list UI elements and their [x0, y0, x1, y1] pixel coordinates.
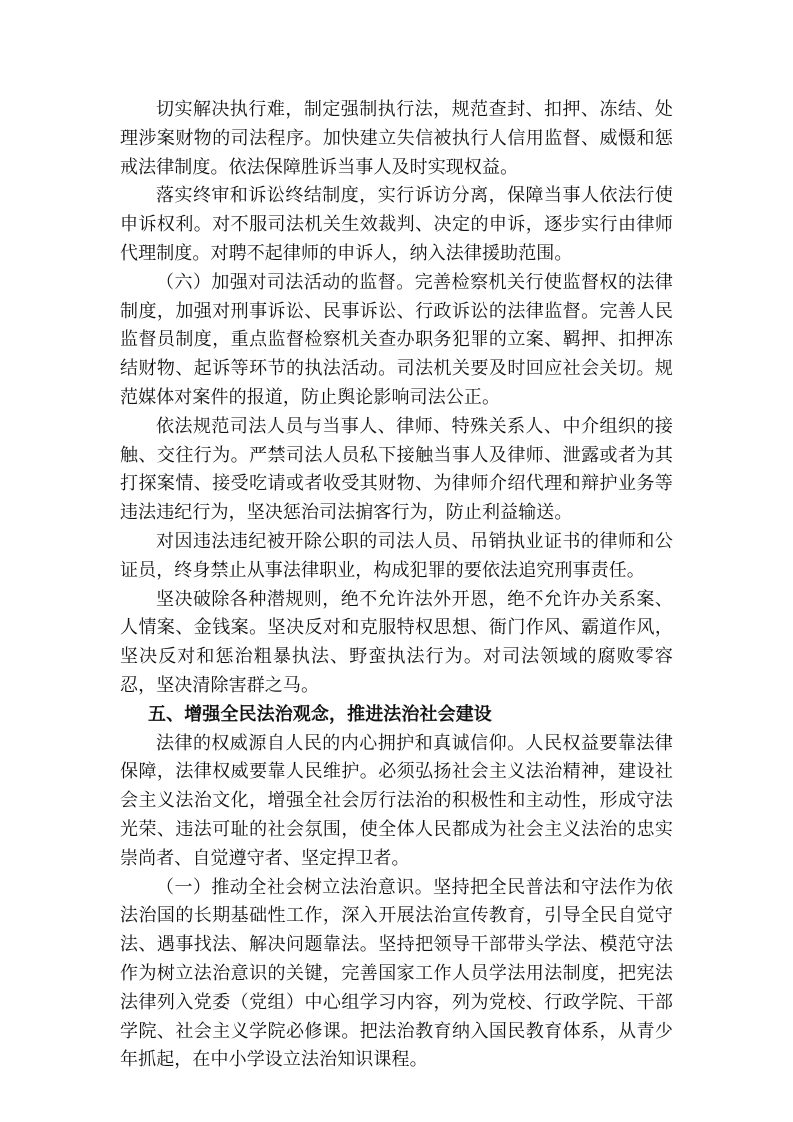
paragraph-judicial-supervision: （六）加强对司法活动的监督。完善检察机关行使监督权的法律制度，加强对刑事诉讼、民事诉讼、行政诉讼的法律监督。完善人民监督员制度，重点监督检察机关查办职务犯罪的立案、羁押、扣押冻结财物、起诉等环节的执法活动。司法机关要及时回应社会关切。规范媒体对案件的报道，防止舆论影响司法公正。 [120, 271, 673, 408]
paragraph-enforcement: 切实解决执行难，制定强制执行法，规范查封、扣押、冻结、处理涉案财物的司法程序。加快建立失信被执行人信用监督、威慑和惩戒法律制度。依法保障胜诉当事人及时实现权益。 [120, 99, 673, 178]
paragraph-rule-of-law-society: 法律的权威源自人民的内心拥护和真诚信仰。人民权益要靠法律保障，法律权威要靠人民维护。必须弘扬社会主义法治精神，建设社会主义法治文化，增强全社会厉行法治的积极性和主动性，形成守法光荣、违法可耻的社会氛围，使全体人民都成为社会主义法治的忠实崇尚者、自觉遵守者、坚定捍卫者。 [120, 732, 673, 869]
paragraph-judicial-conduct: 依法规范司法人员与当事人、律师、特殊关系人、中介组织的接触、交往行为。严禁司法人员私下接触当事人及律师、泄露或者为其打探案情、接受吃请或者收受其财物、为律师介绍代理和辩护业务等违法违纪行为，坚决惩治司法掮客行为，防止利益输送。 [120, 415, 673, 524]
paragraph-final-trial: 落实终审和诉讼终结制度，实行诉访分离，保障当事人依法行使申诉权利。对不服司法机关生效裁判、决定的申诉，逐步实行由律师代理制度。对聘不起律师的申诉人，纳入法律援助范围。 [120, 185, 673, 264]
document-body [120, 96, 673, 1075]
section-heading: 五、增强全民法治观念，推进法治社会建设 [148, 703, 492, 725]
paragraph-legal-awareness: （一）推动全社会树立法治意识。坚持把全民普法和守法作为依法治国的长期基础性工作，深入开展法治宣传教育，引导全民自觉守法、遇事找法、解决问题靠法。坚持把领导干部带头学法、模范守法作为树立法治意识的关键，完善国家工作人员学法用法制度，把宪法法律列入党委（党组）中心组学习内容，列为党校、行政学院、干部学院、社会主义学院必修课。把法治教育纳入国民教育体系，从青少年抓起，在中小学设立法治知识课程。 [120, 876, 673, 1071]
paragraph-lifetime-ban: 对因违法违纪被开除公职的司法人员、吊销执业证书的律师和公证员，终身禁止从事法律职业，构成犯罪的要依法追究刑事责任。 [120, 530, 673, 581]
paragraph-anti-corruption: 坚决破除各种潜规则，绝不允许法外开恩，绝不允许办关系案、人情案、金钱案。坚决反对和克服特权思想、衙门作风、霸道作风，坚决反对和惩治粗暴执法、野蛮执法行为。对司法领域的腐败零容忍，坚决清除害群之马。 [120, 588, 673, 696]
